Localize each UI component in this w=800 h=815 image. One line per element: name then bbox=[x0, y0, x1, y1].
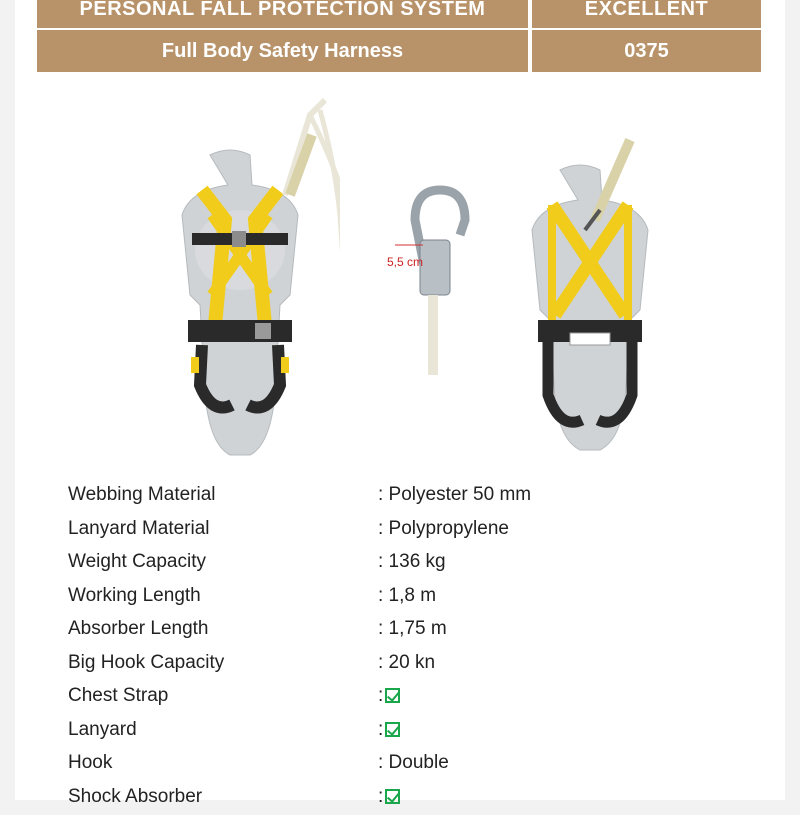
spec-value-text: : bbox=[378, 719, 383, 740]
spec-row bbox=[68, 547, 768, 581]
spec-value-text: : bbox=[378, 786, 383, 807]
spec-label: Hook bbox=[68, 752, 112, 774]
spec-label: Webbing Material bbox=[68, 484, 216, 506]
checkbox-checked-icon bbox=[385, 688, 400, 703]
spec-label: Big Hook Capacity bbox=[68, 652, 224, 674]
product-code: 0375 bbox=[532, 30, 761, 72]
spec-value bbox=[378, 652, 435, 674]
spec-label: Shock Absorber bbox=[68, 786, 202, 808]
spec-value bbox=[378, 685, 400, 707]
spec-value bbox=[378, 618, 447, 640]
spec-value bbox=[378, 484, 531, 506]
spec-value bbox=[378, 518, 509, 540]
harness-front-image bbox=[140, 95, 340, 465]
spec-value bbox=[378, 551, 446, 573]
checkbox-checked-icon bbox=[385, 722, 400, 737]
spec-value-text: : 1,75 m bbox=[378, 618, 447, 639]
spec-value-text: : 136 kg bbox=[378, 551, 446, 572]
spec-value-text: : bbox=[378, 685, 383, 706]
spec-value-text: : Polypropylene bbox=[378, 518, 509, 539]
spec-row bbox=[68, 748, 768, 782]
spec-value bbox=[378, 786, 400, 808]
system-title: PERSONAL FALL PROTECTION SYSTEM bbox=[37, 0, 528, 28]
spec-label: Working Length bbox=[68, 585, 201, 607]
spec-value-text: : Double bbox=[378, 752, 449, 773]
spec-label: Absorber Length bbox=[68, 618, 209, 640]
spec-value-text: : 1,8 m bbox=[378, 585, 436, 606]
spec-row bbox=[68, 581, 768, 615]
spec-row bbox=[68, 480, 768, 514]
hook-closeup-image bbox=[385, 180, 495, 380]
product-name: Full Body Safety Harness bbox=[37, 30, 528, 72]
spec-label: Lanyard bbox=[68, 719, 137, 741]
spec-value-text: : Polyester 50 mm bbox=[378, 484, 531, 505]
spec-row bbox=[68, 782, 768, 815]
spec-row bbox=[68, 715, 768, 749]
checkbox-checked-icon bbox=[385, 789, 400, 804]
spec-row bbox=[68, 514, 768, 548]
product-sheet bbox=[15, 0, 785, 800]
spec-label: Weight Capacity bbox=[68, 551, 206, 573]
spec-value bbox=[378, 752, 449, 774]
hook-size-label: 5,5 cm bbox=[387, 255, 423, 269]
spec-label: Chest Strap bbox=[68, 685, 168, 707]
spec-label: Lanyard Material bbox=[68, 518, 210, 540]
spec-table bbox=[68, 480, 768, 815]
spec-value-text: : 20 kn bbox=[378, 652, 435, 673]
spec-row bbox=[68, 614, 768, 648]
spec-row bbox=[68, 648, 768, 682]
spec-value bbox=[378, 585, 436, 607]
harness-back-image bbox=[490, 130, 690, 460]
spec-row bbox=[68, 681, 768, 715]
spec-value bbox=[378, 719, 400, 741]
brand-name: EXCELLENT bbox=[532, 0, 761, 28]
